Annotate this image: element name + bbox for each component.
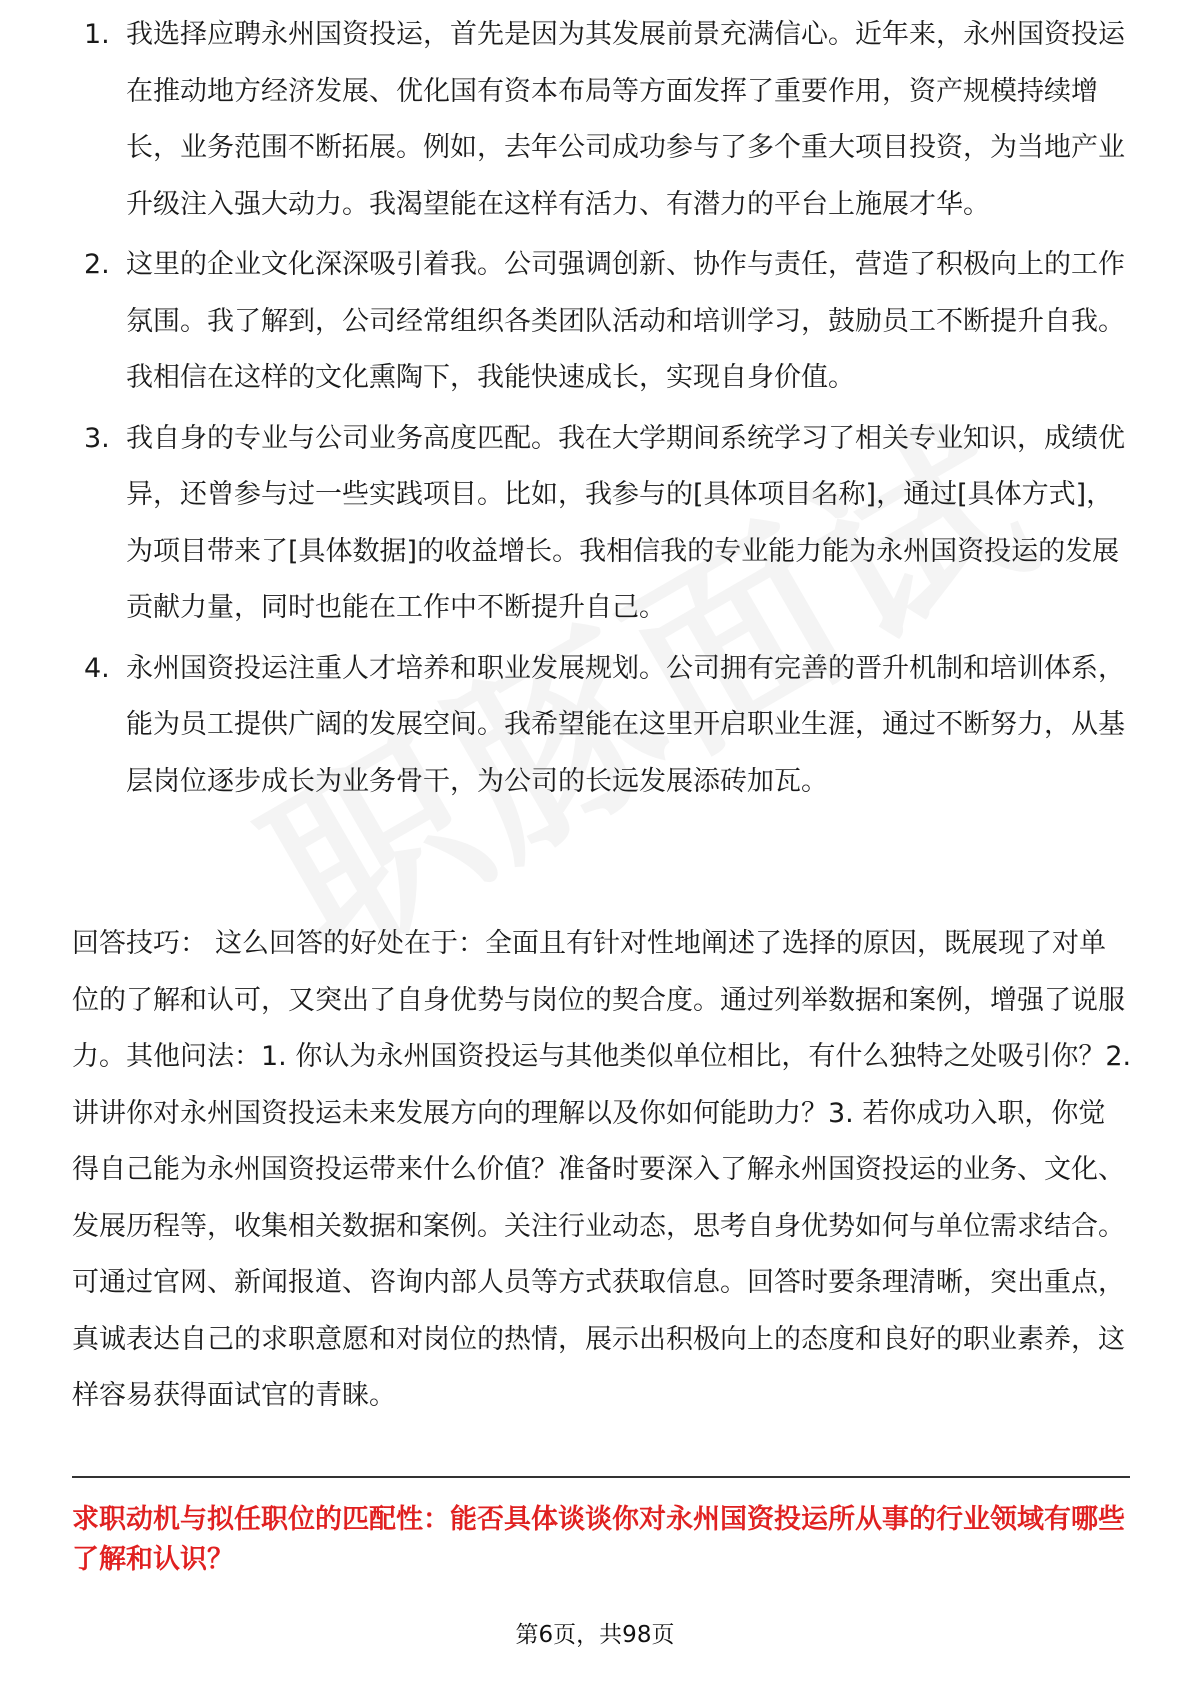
next-question-heading: 求职动机与拟任职位的匹配性：能否具体谈谈你对永州国资投运所从事的行业领域有哪些了解和认识？: [72, 1504, 1125, 1575]
list-item-text: 永州国资投运注重人才培养和职业发展规划。公司拥有完善的晋升机制和培训体系，能为员工提供广阔的发展空间。我希望能在这里开启职业生涯，通过不断努力，从基层岗位逐步成长为业务骨干，为公司的长远发展添砖加瓦。: [126, 652, 1125, 797]
list-item: [72, 411, 1132, 637]
list-item-text: 我选择应聘永州国资投运，首先是因为其发展前景充满信心。近年来，永州国资投运在推动地方经济发展、优化国有资本布局等方面发挥了重要作用，资产规模持续增长，业务范围不断拓展。例如，去年公司成功参与了多个重大项目投资，为当地产业升级注入强大动力。我渴望能在这样有活力、有潜力的平台上施展才华。: [126, 19, 1125, 220]
list-item-text: 这里的企业文化深深吸引着我。公司强调创新、协作与责任，营造了积极向上的工作氛围。我了解到，公司经常组织各类团队活动和培训学习，鼓励员工不断提升自我。我相信在这样的文化熏陶下，我能快速成长，实现自身价值。: [126, 249, 1125, 393]
list-item: [72, 237, 1132, 407]
list-item-number: 1.: [84, 19, 110, 50]
list-item-number: 2.: [84, 249, 110, 280]
page-number: 第6页，共98页: [515, 1622, 675, 1648]
section-divider: [72, 1476, 1130, 1478]
list-item: [72, 7, 1132, 233]
list-item-number: 4.: [84, 652, 110, 684]
tips-label: 回答技巧：: [72, 928, 207, 959]
list-item: [72, 641, 1132, 811]
list-item-text: 我自身的专业与公司业务高度匹配。我在大学期间系统学习了相关专业知识，成绩优异，还曾参与过一些实践项目。比如，我参与的[具体项目名称]，通过[具体方式]，为项目带来了[具体数据]的收益增长。我相信我的专业能力能为永州国资投运的发展贡献力量，同时也能在工作中不断提升自己。: [126, 422, 1125, 623]
answer-list: [72, 19, 1132, 814]
list-item-number: 3.: [84, 422, 110, 454]
answer-tips-paragraph: [72, 916, 1132, 1425]
tips-text: 这么回答的好处在于：全面且有针对性地阐述了选择的原因，既展现了对单位的了解和认可，又突出了自身优势与岗位的契合度。通过列举数据和案例，增强了说服力。其他问法：1. 你认为永州国资投运与其他类似单位相比，有什么独特之处吸引你？2. 讲讲你对永州国资投运未来发展方向的理解以及你如何能助力？3. 若你成功入职，你觉得自己能为永州国资投运带来什么价值？准备时要深入了解永州国资投运的业务、文化、发展历程等，收集相关数据和案例。关注行业动态，思考自身优势如何与单位需求结合。可通过官网、新闻报道、咨询内部人员等方式获取信息。回答时要条理清晰，突出重点，真诚表达自己的求职意愿和对岗位的热情，展示出积极向上的态度和良好的职业素养，这样容易获得面试官的青睐。: [72, 928, 1132, 1411]
